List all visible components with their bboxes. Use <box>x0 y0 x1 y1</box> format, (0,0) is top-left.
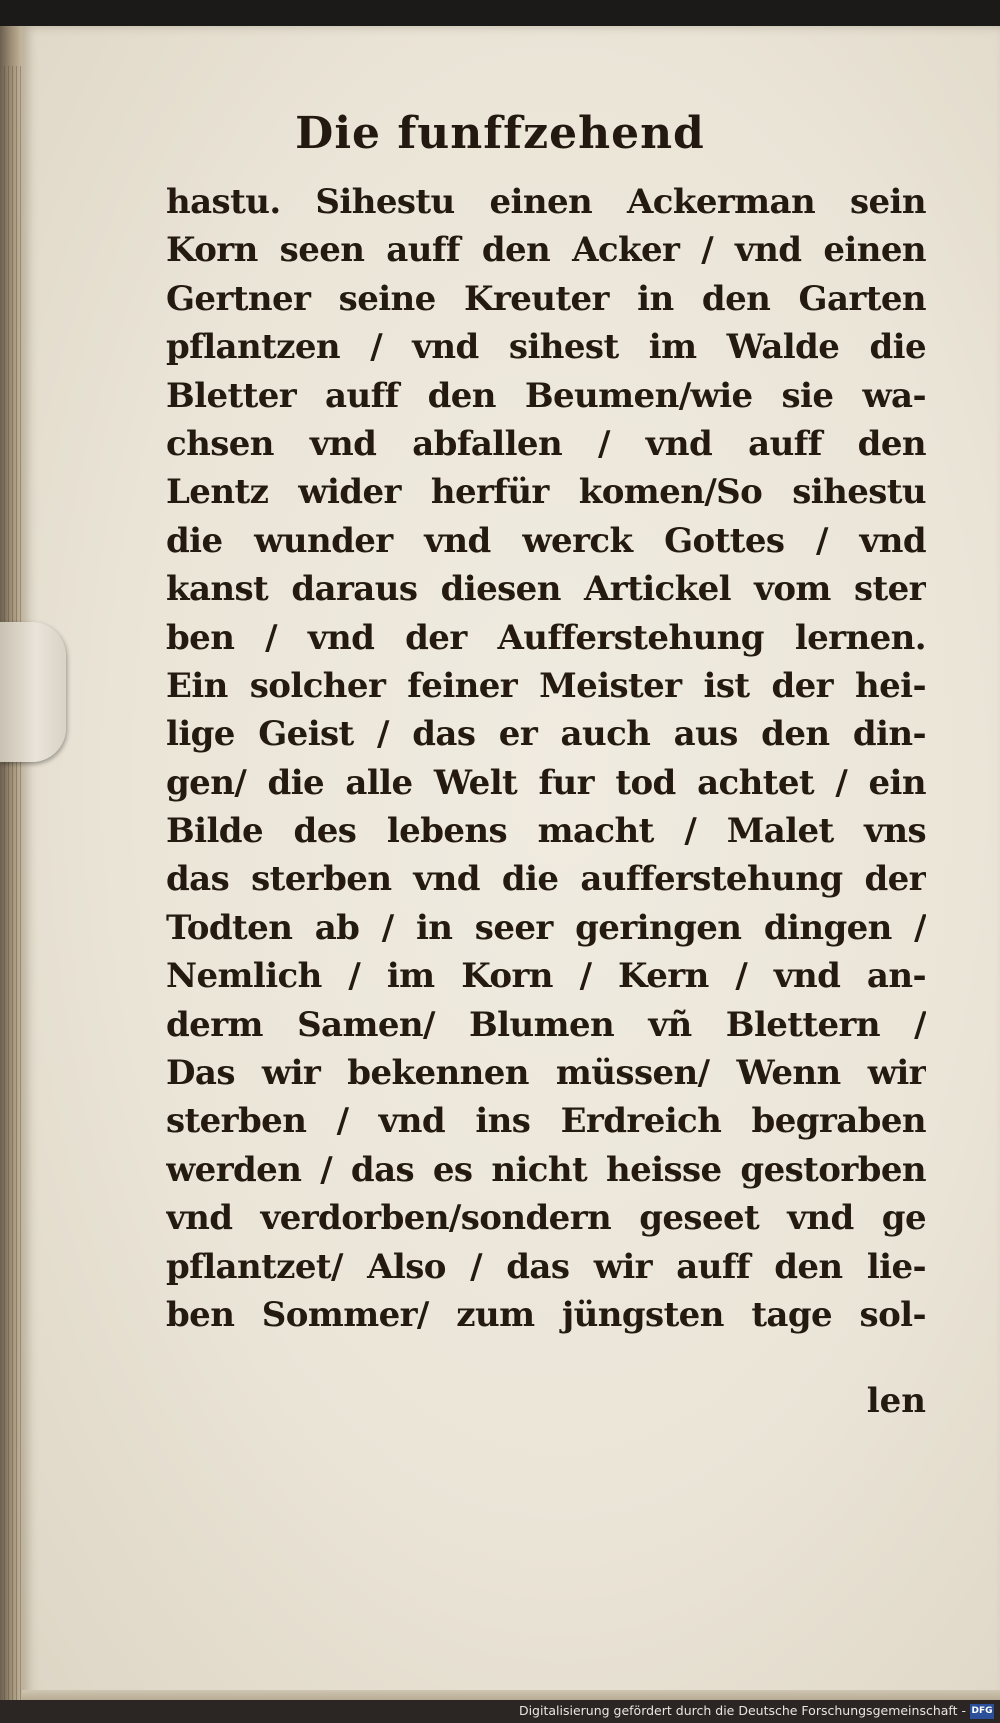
text-line: die wunder vnd werck Gottes / vnd <box>166 520 926 561</box>
text-line: Bletter auff den Beumen/wie sie wa- <box>166 375 926 416</box>
funding-credit: Digitalisierung gefördert durch die Deutsche Forschungsgemeinschaft - <box>518 1703 966 1718</box>
scan-top-border <box>0 0 1000 26</box>
page-text <box>166 178 926 1339</box>
text-line: Lentz wider herfür komen/So sihestu <box>166 472 926 513</box>
text-line: Bilde des lebens macht / Malet vns <box>166 811 926 852</box>
digitization-footer <box>0 1700 1000 1723</box>
text-line: Nemlich / im Korn / Kern / vnd an- <box>166 956 926 997</box>
text-line: ben / vnd der Aufferstehung lernen. <box>166 617 926 658</box>
text-line: chsen vnd abfallen / vnd auff den <box>166 423 926 464</box>
text-line: sterben / vnd ins Erdreich begraben <box>166 1101 926 1142</box>
text-line: das sterben vnd die aufferstehung der <box>166 859 926 900</box>
text-line: kanst daraus diesen Artickel vom ster <box>166 569 926 610</box>
catchword: len <box>866 1381 926 1421</box>
dfg-logo: DFG <box>970 1704 994 1719</box>
text-line: Todten ab / in seer geringen dingen / <box>166 907 926 948</box>
text-line: Gertner seine Kreuter in den Garten <box>166 278 926 319</box>
text-line: werden / das es nicht heisse gestorben <box>166 1149 926 1190</box>
page-clip <box>0 622 66 762</box>
text-line: pflantzet/ Also / das wir auff den lie- <box>166 1246 926 1287</box>
text-line: lige Geist / das er auch aus den din- <box>166 714 926 755</box>
text-line: hastu. Sihestu einen Ackerman sein <box>166 182 926 222</box>
text-line: ben Sommer/ zum jüngsten tage sol- <box>166 1294 926 1335</box>
page-bottom-edge <box>22 1690 1000 1700</box>
text-line: Korn seen auff den Acker / vnd einen <box>166 230 926 271</box>
text-line: pflantzen / vnd sihest im Walde die <box>166 327 926 368</box>
text-line: vnd verdorben/sondern geseet vnd ge <box>166 1198 926 1239</box>
text-line: Das wir bekennen müssen/ Wenn wir <box>166 1053 926 1094</box>
text-line: gen/ die alle Welt fur tod achtet / ein <box>166 762 926 803</box>
running-header: Die funffzehend <box>295 108 705 159</box>
text-line: Ein solcher feiner Meister ist der hei- <box>166 665 926 706</box>
text-line: derm Samen/ Blumen vñ Blettern / <box>166 1004 926 1045</box>
